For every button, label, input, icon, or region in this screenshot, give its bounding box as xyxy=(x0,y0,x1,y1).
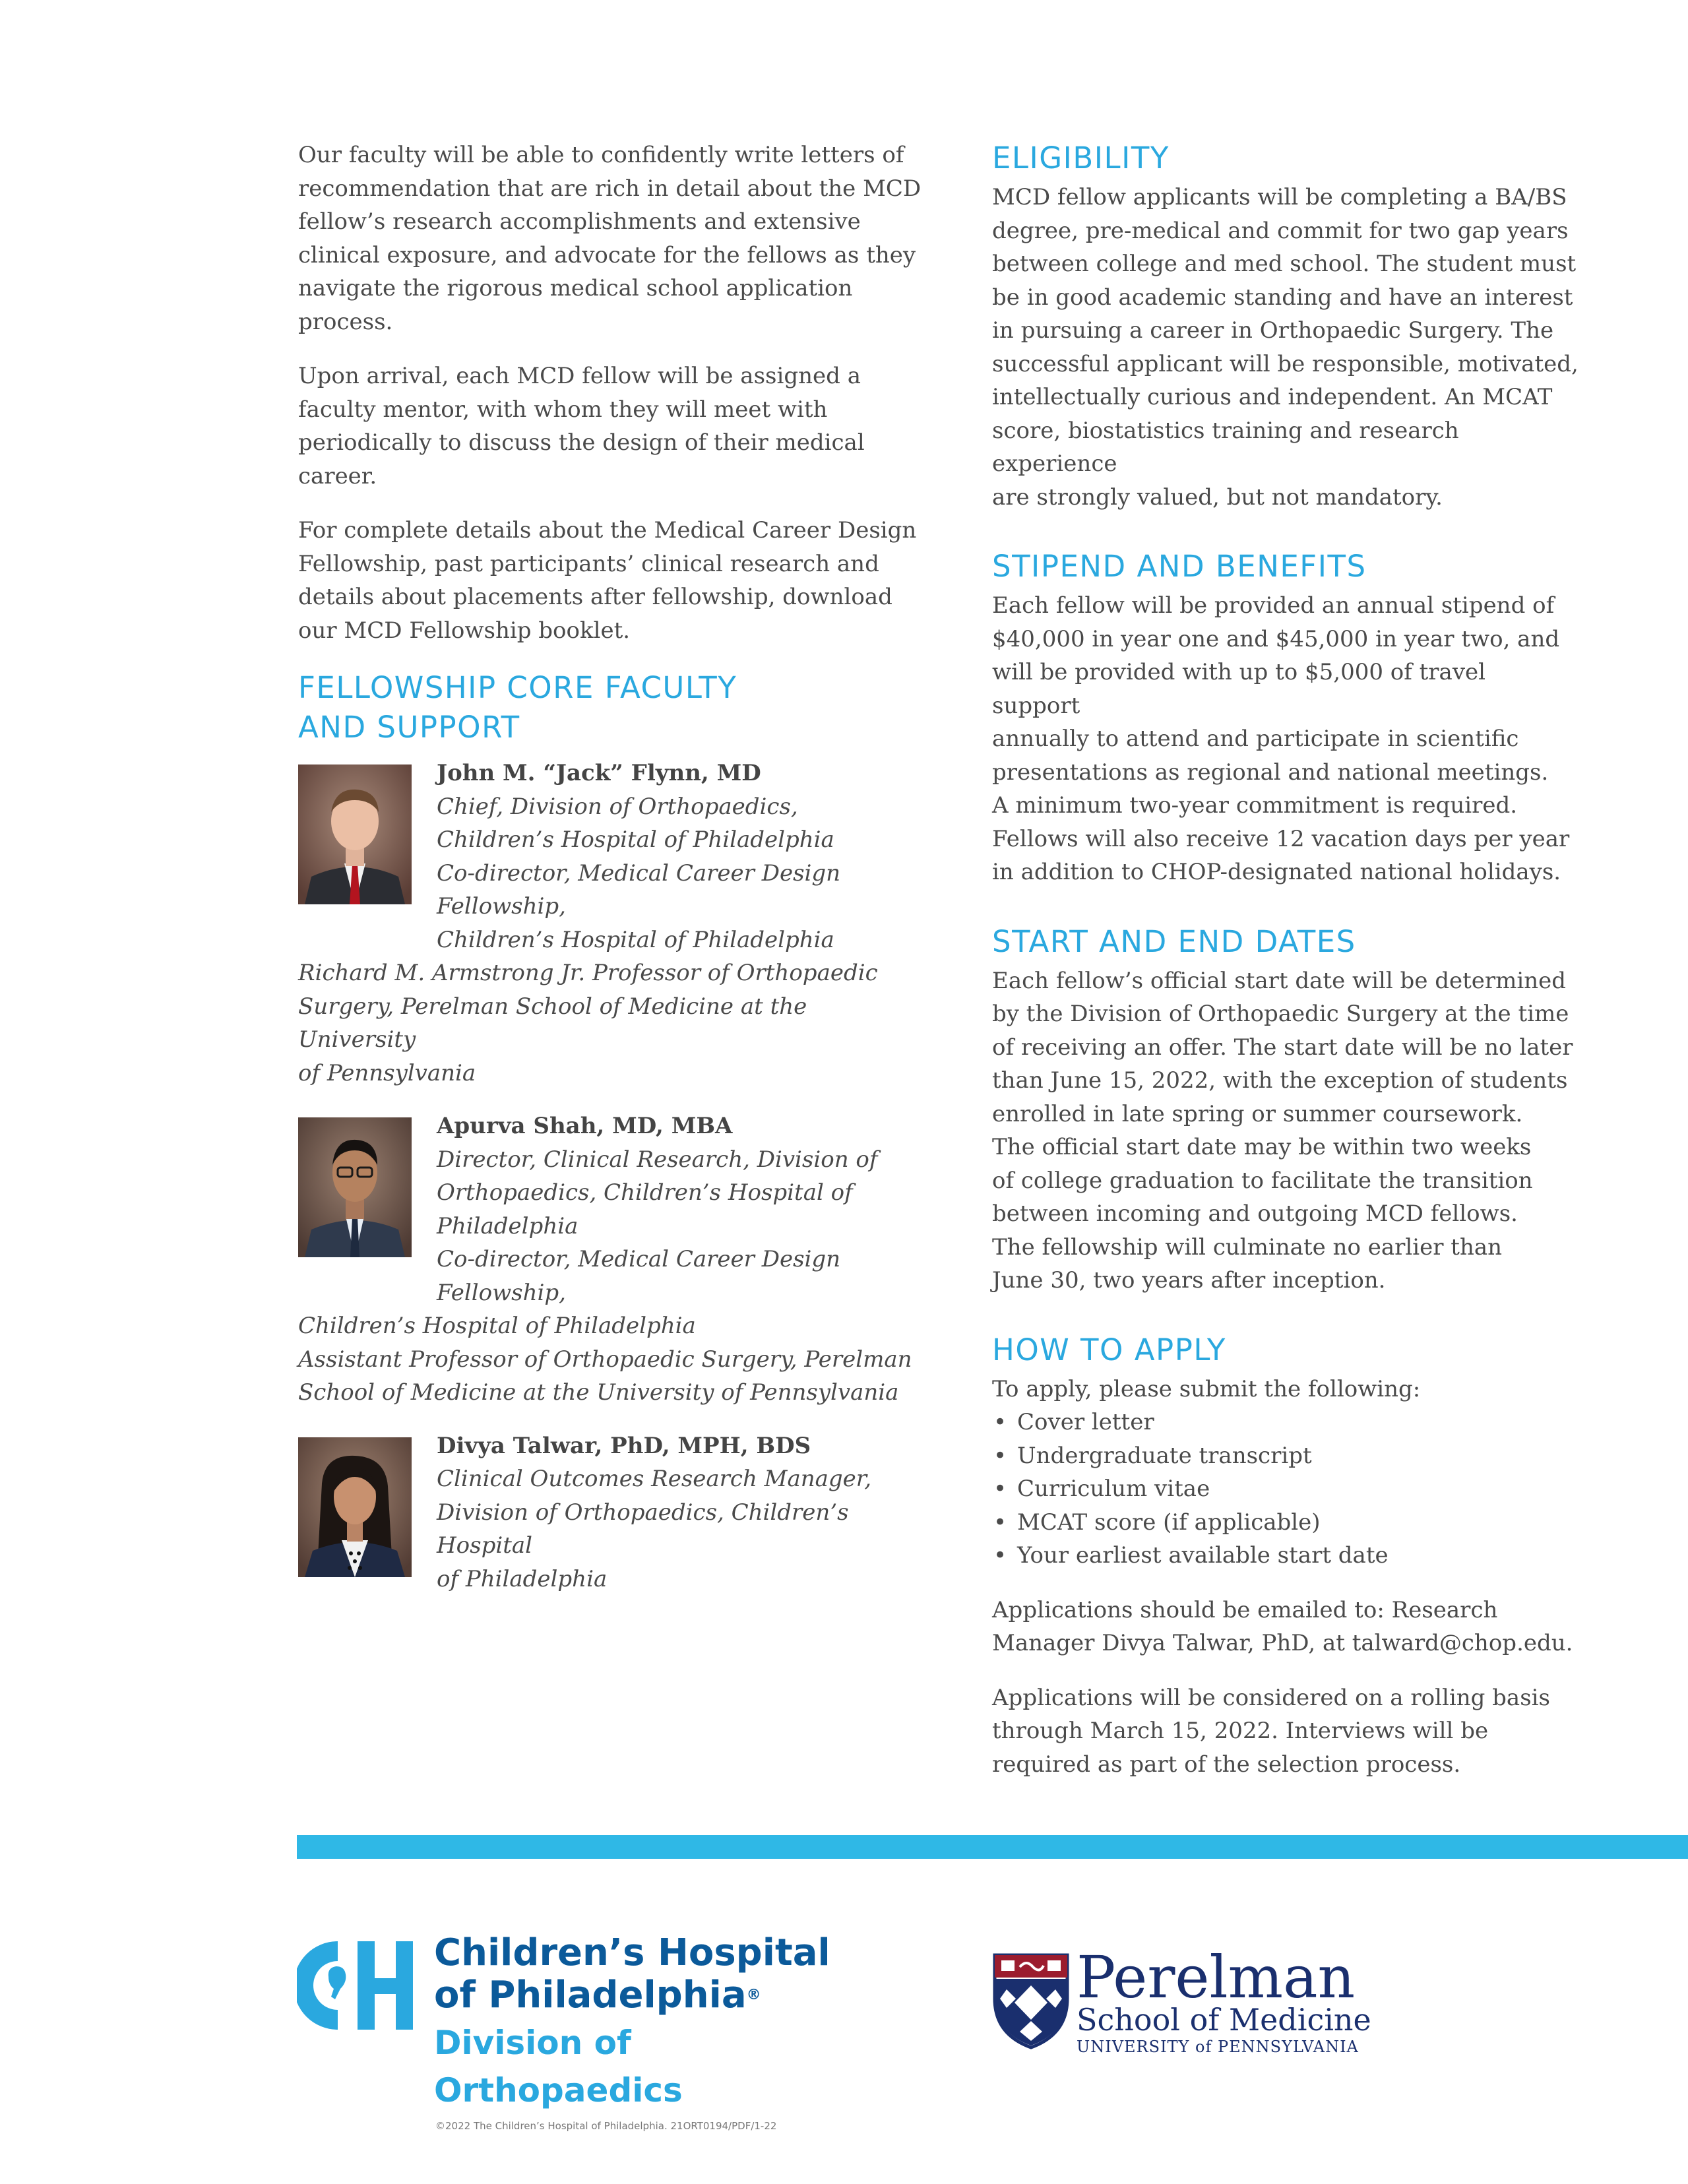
faculty-title-line: School of Medicine at the University of Pennsylvania xyxy=(298,1379,899,1406)
stipend-line: presentations as regional and national meetings. xyxy=(992,759,1549,786)
dates-line: of receiving an offer. The start date will be no later xyxy=(992,1034,1573,1061)
faculty-title-line: of Philadelphia xyxy=(437,1565,608,1592)
list-item: • Undergraduate transcript xyxy=(992,1439,1579,1473)
apply-rolling-line: Applications will be considered on a rolling basis xyxy=(992,1684,1550,1711)
list-item: • Your earliest available start date xyxy=(992,1539,1579,1573)
stipend-line: $40,000 in year one and $45,000 in year two, and xyxy=(992,625,1560,652)
eligibility-line: between college and med school. The student must xyxy=(992,251,1577,277)
eligibility-line: degree, pre-medical and commit for two gap years xyxy=(992,217,1569,244)
penn-shield-icon xyxy=(992,1952,1070,2053)
intro-paragraph-1: Our faculty will be able to confidently write letters of recommendation that are rich in detail about the MCD fellow’s research accomplishments and extensive clinical exposure, and advocate for the fellows as they navigate the rigorous medical school application process. xyxy=(298,142,922,335)
apply-rolling-paragraph xyxy=(992,1681,1579,1782)
faculty-title-line: Director, Clinical Research, Division of xyxy=(437,1146,878,1173)
stipend-line: Fellows will also receive 12 vacation days per year xyxy=(992,825,1570,852)
dates-line: Each fellow’s official start date will be determined xyxy=(992,967,1567,994)
stipend-line: annually to attend and participate in scientific xyxy=(992,726,1519,752)
faculty-title-line: Chief, Division of Orthopaedics, xyxy=(437,793,798,820)
eligibility-section xyxy=(992,139,1579,514)
faculty-title-line: Co-director, Medical Career Design Fellowship, xyxy=(437,1246,841,1306)
apply-rolling-line: required as part of the selection process. xyxy=(992,1751,1461,1778)
dates-line: of college graduation to facilitate the transition xyxy=(992,1167,1533,1194)
faculty-title-line: Orthopaedics, Children’s Hospital of xyxy=(437,1179,853,1206)
eligibility-line: are strongly valued, but not mandatory. xyxy=(992,484,1443,511)
dates-heading: START AND END DATES xyxy=(992,923,1356,959)
faculty-photo-shah xyxy=(298,1117,412,1257)
registered-mark: ® xyxy=(746,1987,761,2003)
eligibility-line: successful applicant will be responsible, motivated, xyxy=(992,350,1579,377)
chop-ch-logo-icon xyxy=(297,1936,416,2038)
faculty-title-line: of Pennsylvania xyxy=(298,1059,476,1086)
faculty-title-line: Richard M. Armstrong Jr. Professor of Orthopaedic xyxy=(298,960,878,986)
intro-paragraph-2: Upon arrival, each MCD fellow will be assigned a faculty mentor, with whom they will meet with periodically to discuss the design of their medical career. xyxy=(298,363,865,489)
eligibility-line: be in good academic standing and have an interest xyxy=(992,284,1573,311)
penn-university: UNIVERSITY of PENNSYLVANIA xyxy=(1077,2038,1359,2056)
penn-school: School of Medicine xyxy=(1077,2002,1371,2038)
faculty-title-line: Children’s Hospital of Philadelphia xyxy=(437,926,834,953)
faculty-title-line: Co-director, Medical Career Design Fellowship, xyxy=(437,859,841,920)
faculty-card-shah xyxy=(298,1109,925,1410)
penn-name: Perelman xyxy=(1077,1943,1356,2011)
dates-line: The official start date may be within two weeks xyxy=(992,1134,1532,1160)
apply-heading: HOW TO APPLY xyxy=(992,1332,1226,1367)
list-item: • Cover letter xyxy=(992,1406,1579,1439)
footer-accent-bar xyxy=(297,1835,1688,1859)
faculty-card-flynn xyxy=(298,757,925,1090)
chop-logo xyxy=(297,1929,891,2109)
penn-wordmark xyxy=(1077,1943,1371,2058)
list-item: • MCAT score (if applicable) xyxy=(992,1506,1579,1540)
eligibility-heading: ELIGIBILITY xyxy=(992,140,1170,175)
faculty-heading-line-1: FELLOWSHIP CORE FACULTY xyxy=(298,670,737,705)
faculty-name-flynn: John M. “Jack” Flynn, MD xyxy=(437,760,761,786)
copyright-notice: ©2022 The Children’s Hospital of Philadelphia. 21ORT0194/PDF/1-22 xyxy=(435,2120,777,2132)
dates-line: between incoming and outgoing MCD fellows. xyxy=(992,1201,1518,1227)
chop-division: Division of Orthopaedics xyxy=(434,2024,683,2109)
chop-name-line-2 xyxy=(434,1974,891,2016)
faculty-heading xyxy=(298,668,925,747)
faculty-card-talwar xyxy=(298,1429,925,1596)
stipend-section xyxy=(992,547,1579,889)
stipend-line: A minimum two-year commitment is required. xyxy=(992,792,1518,819)
dates-line: by the Division of Orthopaedic Surgery at the time xyxy=(992,1001,1569,1027)
apply-email-line: Applications should be emailed to: Research xyxy=(992,1596,1498,1623)
apply-list xyxy=(992,1406,1579,1573)
apply-section xyxy=(992,1330,1579,1782)
stipend-line: will be provided with up to $5,000 of travel support xyxy=(992,659,1486,719)
apply-rolling-line: through March 15, 2022. Interviews will be xyxy=(992,1718,1489,1744)
faculty-name-talwar: Divya Talwar, PhD, MPH, BDS xyxy=(437,1432,811,1459)
faculty-photo-flynn xyxy=(298,764,412,904)
stipend-line: Each fellow will be provided an annual stipend of xyxy=(992,592,1555,619)
faculty-title-line: Division of Orthopaedics, Children’s Hospital xyxy=(437,1499,849,1559)
intro-paragraph-3: For complete details about the Medical Career Design Fellowship, past participants’ clinical research and details about placements after fellowship, download our MCD Fellowship booklet. xyxy=(298,517,917,644)
faculty-title-line: Children’s Hospital of Philadelphia xyxy=(437,827,834,853)
apply-email-line: Manager Divya Talwar, PhD, at talward@chop.edu. xyxy=(992,1630,1573,1656)
left-column xyxy=(298,139,925,1615)
dates-section xyxy=(992,922,1579,1297)
eligibility-line: in pursuing a career in Orthopaedic Surgery. The xyxy=(992,317,1554,344)
faculty-heading-line-2: AND SUPPORT xyxy=(298,710,520,745)
eligibility-line: score, biostatistics training and research experience xyxy=(992,417,1459,477)
faculty-photo-talwar xyxy=(298,1437,412,1577)
faculty-name-shah: Apurva Shah, MD, MBA xyxy=(437,1113,733,1139)
stipend-line: in addition to CHOP-designated national holidays. xyxy=(992,859,1561,885)
dates-line: June 30, two years after inception. xyxy=(992,1267,1386,1294)
dates-line: enrolled in late spring or summer coursework. xyxy=(992,1100,1523,1127)
chop-wordmark xyxy=(434,1932,891,2114)
faculty-title-line: Clinical Outcomes Research Manager, xyxy=(437,1466,872,1492)
eligibility-line: MCD fellow applicants will be completing a BA/BS xyxy=(992,184,1567,210)
dates-line: than June 15, 2022, with the exception of students xyxy=(992,1067,1568,1094)
apply-email-paragraph xyxy=(992,1594,1579,1660)
apply-intro: To apply, please submit the following: xyxy=(992,1375,1421,1402)
faculty-title-line: Surgery, Perelman School of Medicine at the University xyxy=(298,993,807,1053)
dates-line: The fellowship will culminate no earlier than xyxy=(992,1233,1503,1261)
penn-perelman-logo xyxy=(992,1943,1414,2065)
right-column xyxy=(992,139,1579,1814)
faculty-title-line: Children’s Hospital of Philadelphia xyxy=(298,1313,696,1339)
faculty-title-line: Assistant Professor of Orthopaedic Surgery, Perelman xyxy=(298,1346,912,1373)
stipend-heading: STIPEND AND BENEFITS xyxy=(992,549,1367,584)
list-item: • Curriculum vitae xyxy=(992,1472,1579,1506)
chop-name-line-1: Children’s Hospital xyxy=(434,1931,830,1974)
faculty-title-line: Philadelphia xyxy=(437,1212,578,1239)
eligibility-line: intellectually curious and independent. An MCAT xyxy=(992,384,1553,410)
chop-name-line-2-text: of Philadelphia xyxy=(434,1974,747,2016)
